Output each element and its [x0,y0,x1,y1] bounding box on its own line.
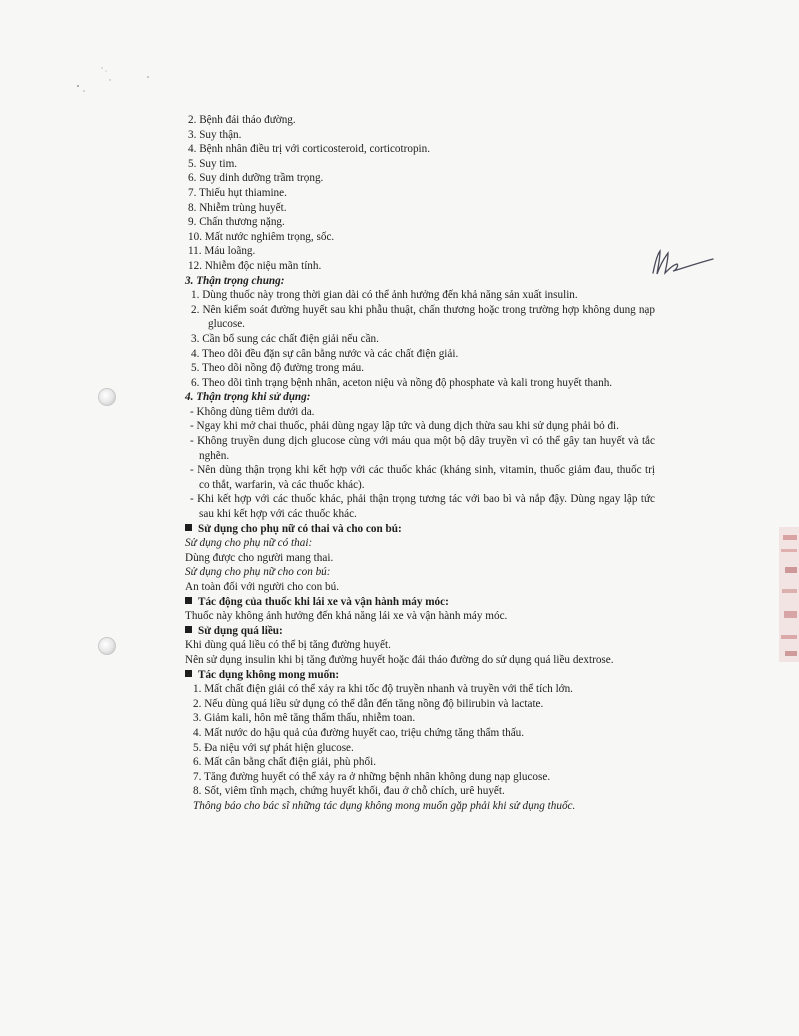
side-effects-list [185,682,655,799]
square-bullet-icon [185,670,192,677]
usage-precautions-list [185,405,655,522]
leaflet-text [185,113,655,814]
side-effect-item: 5. Đa niệu với sự phát hiện glucose. [193,741,354,754]
square-bullet-icon [185,597,192,604]
scan-specks [70,60,160,105]
side-effect-item: 1. Mất chất điện giải có thể xảy ra khi tốc độ truyền nhanh và truyền với thể tích lớn. [193,683,573,696]
contraindication-item: 8. Nhiễm trùng huyết. [188,201,287,214]
usage-item: - Nên dùng thận trọng khi kết hợp với các thuốc khác (kháng sinh, vitamin, thuốc giảm đau, thuốc trị co thắt, warfarin, và các thuốc khác). [190,464,655,491]
usage-item: - Khi kết hợp với các thuốc khác, phải thận trọng tương tác với bao bì và nắp đậy. Dùng ngay lập tức sau khi kết hợp với các thuốc khác. [190,493,655,521]
usage-item: - Không truyền dung dịch glucose cùng với máu qua một bộ dây truyền vì có thể gây tan huyết và tắc nghẽn. [190,435,655,462]
contraindications-list [185,113,655,274]
precaution-item: 5. Theo dõi nồng độ đường trong máu. [191,362,365,375]
breastfeeding-text: An toàn đối với người cho con bú. [185,581,339,593]
usage-item: - Không dùng tiêm dưới da. [190,405,315,418]
general-precautions-list [185,288,655,390]
pregnancy-heading: Sử dụng cho phụ nữ có thai và cho con bú: [185,522,655,537]
contraindication-item: 5. Suy tim. [188,157,238,170]
overdose-text: Nên sử dụng insulin khi bị tăng đường huyết hoặc đái tháo đường do sử dụng quá liều dextrose. [185,653,614,666]
contraindication-item: 11. Máu loãng. [188,245,256,258]
side-effect-item: 4. Mất nước do hậu quả của đường huyết cao, triệu chứng tăng thẩm thấu. [193,726,525,739]
pregnant-text: Dùng được cho người mang thai. [185,551,334,564]
overdose-text: Khi dùng quá liều có thể bị tăng đường huyết. [185,639,391,652]
precaution-item: 1. Dùng thuốc này trong thời gian dài có thể ảnh hưởng đến khả năng sản xuất insulin. [191,289,578,302]
contraindication-item: 9. Chấn thương nặng. [188,216,285,229]
contraindication-item: 2. Bệnh đái tháo đường. [188,114,296,126]
side-effect-item: 6. Mất cân bằng chất điện giải, phù phổi. [193,756,376,769]
driving-text: Thuốc này không ảnh hưởng đến khả năng lái xe và vận hành máy móc. [185,610,508,623]
breastfeeding-label: Sử dụng cho phụ nữ cho con bú: [185,566,331,579]
contraindication-item: 12. Nhiễm độc niệu mãn tính. [188,259,322,272]
side-effects-notice: Thông báo cho bác sĩ những tác dụng không mong muốn gặp phải khi sử dụng thuốc. [193,799,576,812]
driving-heading: Tác động của thuốc khi lái xe và vận hành máy móc: [185,595,655,610]
contraindication-item: 4. Bệnh nhân điều trị với corticosteroid, corticotropin. [188,143,431,156]
pregnant-label: Sử dụng cho phụ nữ có thai: [185,537,313,550]
usage-precautions-heading: 4. Thận trọng khi sử dụng: [185,391,311,404]
side-effect-item: 2. Nếu dùng quá liều sử dụng có thể dẫn đến tăng nồng độ bilirubin và lactate. [193,697,544,710]
square-bullet-icon [185,524,192,531]
contraindication-item: 7. Thiếu hụt thiamine. [188,186,287,199]
side-effect-item: 7. Tăng đường huyết có thể xảy ra ở những bệnh nhân không dung nạp glucose. [193,770,551,783]
precaution-item: 4. Theo dõi đều đặn sự cân bằng nước và các chất điện giải. [191,347,459,360]
usage-item: - Ngay khi mở chai thuốc, phải dùng ngay lập tức và dung dịch thừa sau khi sử dụng phải bỏ đi. [190,420,619,433]
punch-hole-bottom [98,637,116,655]
precaution-item: 3. Cần bổ sung các chất điện giải nếu cần. [191,332,379,345]
precaution-item: 2. Nên kiểm soát đường huyết sau khi phẫu thuật, chấn thương hoặc trong trường hợp không dung nạp glucose. [191,303,655,331]
contraindication-item: 10. Mất nước nghiêm trọng, sốc. [188,230,335,243]
precaution-item: 6. Theo dõi tình trạng bệnh nhân, aceton niệu và nồng độ phosphate và kali trong huyết thanh. [191,376,613,389]
side-effect-item: 3. Giảm kali, hôn mê tăng thẩm thấu, nhiễm toan. [193,712,416,725]
punch-hole-top [98,388,116,406]
edge-stamp-mark [773,527,799,662]
general-precautions-heading: 3. Thận trọng chung: [185,274,285,287]
side-effects-heading: Tác dụng không mong muốn: [185,668,655,683]
overdose-heading: Sử dụng quá liều: [185,624,655,639]
side-effect-item: 8. Sốt, viêm tĩnh mạch, chứng huyết khối, đau ở chỗ chích, urê huyết. [193,785,505,798]
contraindication-item: 3. Suy thận. [188,128,242,141]
square-bullet-icon [185,626,192,633]
contraindication-item: 6. Suy dinh dưỡng trầm trọng. [188,172,324,185]
handwritten-signature [647,247,717,277]
